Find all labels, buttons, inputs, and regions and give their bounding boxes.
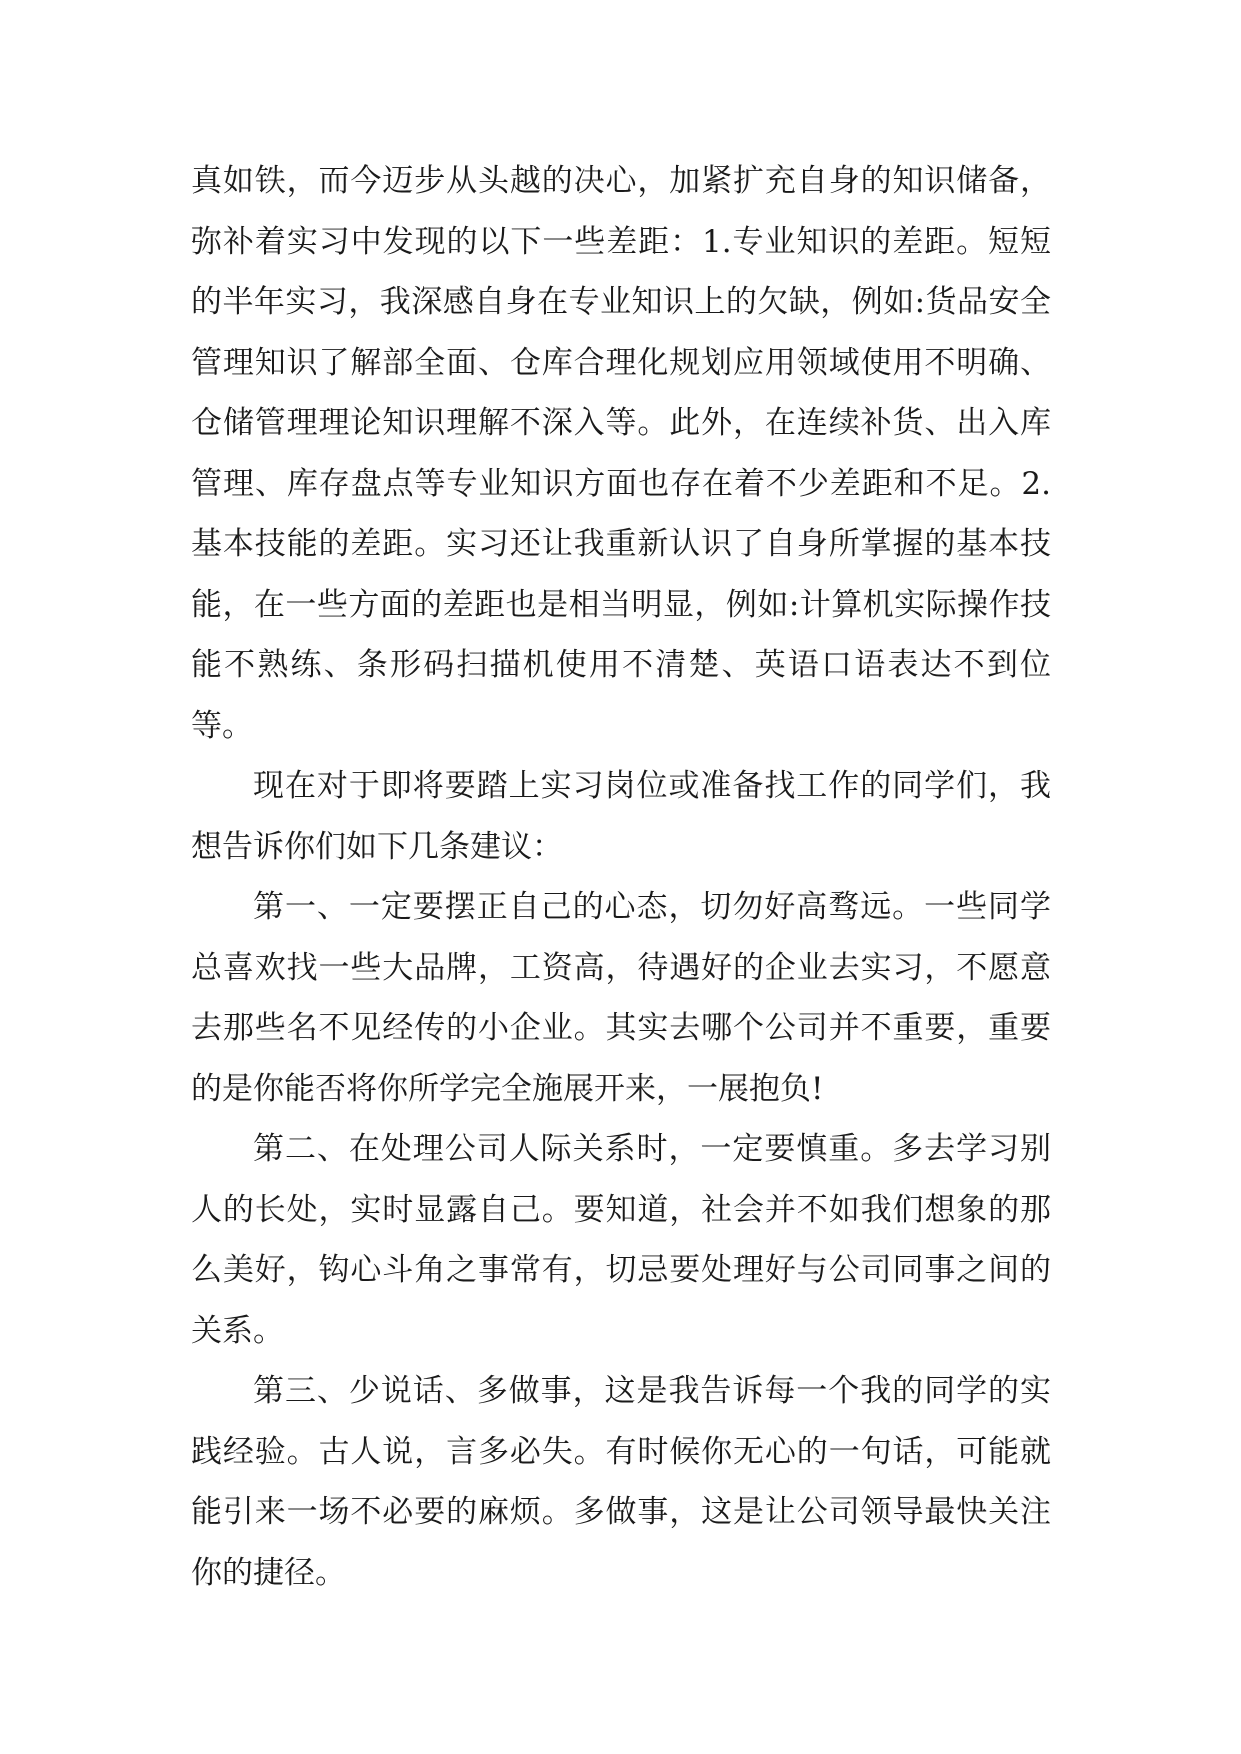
paragraph-advice-intro: 现在对于即将要踏上实习岗位或准备找工作的同学们，我想告诉你们如下几条建议： bbox=[191, 768, 1051, 865]
document-body bbox=[191, 151, 1051, 1603]
paragraph-advice-second: 第二、在处理公司人际关系时，一定要慎重。多去学习别人的长处，实时显露自己。要知道，社会并不如我们想象的那么美好，钩心斗角之事常有，切忌要处理好与公司同事之间的关系。 bbox=[191, 1131, 1051, 1349]
paragraph-continuation: 真如铁，而今迈步从头越的决心，加紧扩充自身的知识储备，弥补着实习中发现的以下一些差距：1.专业知识的差距。短短的半年实习，我深感自身在专业知识上的欠缺，例如:货品安全管理知识了解部全面、仓库合理化规划应用领域使用不明确、仓储管理理论知识理解不深入等。此外，在连续补货、出入库管理、库存盘点等专业知识方面也存在着不少差距和不足。2.基本技能的差距。实习还让我重新认识了自身所掌握的基本技能，在一些方面的差距也是相当明显，例如:计算机实际操作技能不熟练、条形码扫描机使用不清楚、英语口语表达不到位等。 bbox=[191, 163, 1051, 744]
paragraph-advice-third: 第三、少说话、多做事，这是我告诉每一个我的同学的实践经验。古人说，言多必失。有时候你无心的一句话，可能就能引来一场不必要的麻烦。多做事，这是让公司领导最快关注你的捷径。 bbox=[191, 1373, 1051, 1591]
paragraph-advice-first: 第一、一定要摆正自己的心态，切勿好高骛远。一些同学总喜欢找一些大品牌，工资高，待遇好的企业去实习，不愿意去那些名不见经传的小企业。其实去哪个公司并不重要，重要的是你能否将你所学完全施展开来，一展抱负! bbox=[191, 889, 1051, 1107]
